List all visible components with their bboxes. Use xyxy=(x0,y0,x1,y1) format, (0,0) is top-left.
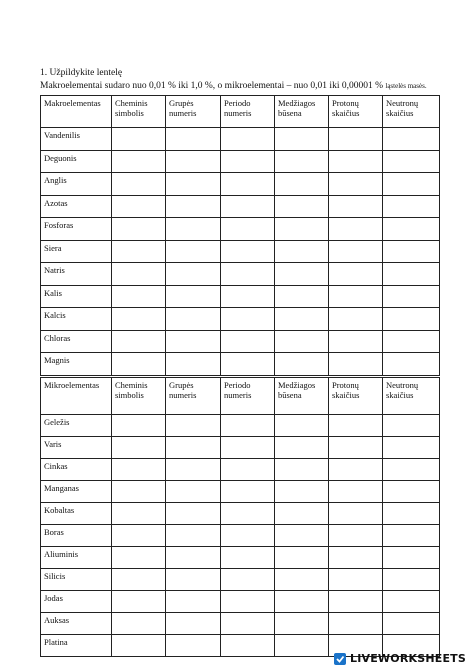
element-name: Aliuminis xyxy=(41,547,112,569)
answer-cell[interactable] xyxy=(221,240,275,263)
brand-name: LIVEWORKSHEETS xyxy=(350,652,466,665)
answer-cell[interactable] xyxy=(166,459,221,481)
answer-cell[interactable] xyxy=(329,525,383,547)
answer-cell[interactable] xyxy=(221,569,275,591)
answer-cell[interactable] xyxy=(221,128,275,151)
table-row xyxy=(41,569,440,591)
answer-cell[interactable] xyxy=(166,285,221,308)
answer-cell[interactable] xyxy=(329,437,383,459)
table-row xyxy=(41,613,440,635)
answer-cell[interactable] xyxy=(112,459,166,481)
table-row xyxy=(41,330,440,353)
answer-cell[interactable] xyxy=(383,308,440,331)
answer-cell[interactable] xyxy=(112,437,166,459)
answer-cell[interactable] xyxy=(112,525,166,547)
table-row xyxy=(41,503,440,525)
answer-cell[interactable] xyxy=(275,591,329,613)
answer-cell[interactable] xyxy=(112,285,166,308)
answer-cell[interactable] xyxy=(329,415,383,437)
answer-cell[interactable] xyxy=(383,503,440,525)
answer-cell[interactable] xyxy=(275,218,329,241)
answer-cell[interactable] xyxy=(329,503,383,525)
table-row xyxy=(41,150,440,173)
table-row xyxy=(41,547,440,569)
answer-cell[interactable] xyxy=(275,150,329,173)
answer-cell[interactable] xyxy=(383,218,440,241)
table-row xyxy=(41,437,440,459)
answer-cell[interactable] xyxy=(329,308,383,331)
table-row xyxy=(41,285,440,308)
column-header: Grupės numeris xyxy=(166,96,221,128)
header-row xyxy=(41,378,440,415)
answer-cell[interactable] xyxy=(329,128,383,151)
answer-cell[interactable] xyxy=(275,263,329,286)
answer-cell[interactable] xyxy=(112,415,166,437)
answer-cell[interactable] xyxy=(275,353,329,376)
answer-cell[interactable] xyxy=(166,415,221,437)
answer-cell[interactable] xyxy=(221,437,275,459)
answer-cell[interactable] xyxy=(329,263,383,286)
answer-cell[interactable] xyxy=(275,481,329,503)
answer-cell[interactable] xyxy=(275,613,329,635)
element-name: Jodas xyxy=(41,591,112,613)
answer-cell[interactable] xyxy=(329,481,383,503)
answer-cell[interactable] xyxy=(221,353,275,376)
element-name: Siera xyxy=(41,240,112,263)
liveworksheets-logo-icon xyxy=(333,652,347,666)
answer-cell[interactable] xyxy=(166,613,221,635)
answer-cell[interactable] xyxy=(383,150,440,173)
answer-cell[interactable] xyxy=(329,569,383,591)
answer-cell[interactable] xyxy=(221,635,275,657)
liveworksheets-footer[interactable] xyxy=(333,650,466,667)
answer-cell[interactable] xyxy=(383,173,440,196)
element-name: Vandenilis xyxy=(41,128,112,151)
answer-cell[interactable] xyxy=(329,150,383,173)
answer-cell[interactable] xyxy=(275,195,329,218)
table-row xyxy=(41,128,440,151)
answer-cell[interactable] xyxy=(166,263,221,286)
answer-cell[interactable] xyxy=(112,613,166,635)
answer-cell[interactable] xyxy=(383,525,440,547)
answer-cell[interactable] xyxy=(329,240,383,263)
table-row xyxy=(41,459,440,481)
column-header: Medžiagos būsena xyxy=(275,378,329,415)
answer-cell[interactable] xyxy=(221,481,275,503)
element-name: Kalcis xyxy=(41,308,112,331)
element-name: Cinkas xyxy=(41,459,112,481)
answer-cell[interactable] xyxy=(221,613,275,635)
answer-cell[interactable] xyxy=(329,613,383,635)
answer-cell[interactable] xyxy=(275,635,329,657)
answer-cell[interactable] xyxy=(383,459,440,481)
answer-cell[interactable] xyxy=(166,330,221,353)
answer-cell[interactable] xyxy=(275,128,329,151)
answer-cell[interactable] xyxy=(112,547,166,569)
answer-cell[interactable] xyxy=(275,459,329,481)
answer-cell[interactable] xyxy=(275,330,329,353)
answer-cell[interactable] xyxy=(329,547,383,569)
column-header: Periodo numeris xyxy=(221,378,275,415)
answer-cell[interactable] xyxy=(221,459,275,481)
answer-cell[interactable] xyxy=(112,195,166,218)
answer-cell[interactable] xyxy=(221,263,275,286)
answer-cell[interactable] xyxy=(221,415,275,437)
element-name: Fosforas xyxy=(41,218,112,241)
table-row xyxy=(41,308,440,331)
element-name: Silicis xyxy=(41,569,112,591)
element-name: Boras xyxy=(41,525,112,547)
answer-cell[interactable] xyxy=(329,173,383,196)
answer-cell[interactable] xyxy=(275,503,329,525)
answer-cell[interactable] xyxy=(112,481,166,503)
answer-cell[interactable] xyxy=(112,173,166,196)
macroelements-table xyxy=(40,95,440,376)
answer-cell[interactable] xyxy=(383,415,440,437)
answer-cell[interactable] xyxy=(221,218,275,241)
answer-cell[interactable] xyxy=(112,218,166,241)
answer-cell[interactable] xyxy=(275,173,329,196)
element-name: Natris xyxy=(41,263,112,286)
answer-cell[interactable] xyxy=(166,591,221,613)
answer-cell[interactable] xyxy=(221,150,275,173)
column-header: Makroelementas xyxy=(41,96,112,128)
answer-cell[interactable] xyxy=(112,591,166,613)
answer-cell[interactable] xyxy=(383,285,440,308)
column-header: Grupės numeris xyxy=(166,378,221,415)
answer-cell[interactable] xyxy=(166,150,221,173)
column-header: Neutronų skaičius xyxy=(383,378,440,415)
answer-cell[interactable] xyxy=(383,240,440,263)
table-row xyxy=(41,195,440,218)
answer-cell[interactable] xyxy=(166,635,221,657)
answer-cell[interactable] xyxy=(275,285,329,308)
answer-cell[interactable] xyxy=(166,173,221,196)
answer-cell[interactable] xyxy=(383,128,440,151)
task-description-note: ląstelės masės. xyxy=(385,82,427,90)
answer-cell[interactable] xyxy=(383,263,440,286)
answer-cell[interactable] xyxy=(383,481,440,503)
table-row xyxy=(41,240,440,263)
answer-cell[interactable] xyxy=(166,503,221,525)
table-row xyxy=(41,591,440,613)
element-name: Auksas xyxy=(41,613,112,635)
answer-cell[interactable] xyxy=(221,308,275,331)
answer-cell[interactable] xyxy=(275,569,329,591)
answer-cell[interactable] xyxy=(275,240,329,263)
answer-cell[interactable] xyxy=(221,330,275,353)
task-title: 1. Užpildykite lentelę xyxy=(40,68,123,78)
element-name: Anglis xyxy=(41,173,112,196)
answer-cell[interactable] xyxy=(166,547,221,569)
column-header: Protonų skaičius xyxy=(329,378,383,415)
answer-cell[interactable] xyxy=(329,330,383,353)
answer-cell[interactable] xyxy=(221,173,275,196)
answer-cell[interactable] xyxy=(112,635,166,657)
answer-cell[interactable] xyxy=(166,525,221,547)
answer-cell[interactable] xyxy=(166,569,221,591)
answer-cell[interactable] xyxy=(383,330,440,353)
answer-cell[interactable] xyxy=(329,218,383,241)
answer-cell[interactable] xyxy=(112,128,166,151)
column-header: Periodo numeris xyxy=(221,96,275,128)
element-name: Magnis xyxy=(41,353,112,376)
answer-cell[interactable] xyxy=(166,353,221,376)
answer-cell[interactable] xyxy=(221,503,275,525)
answer-cell[interactable] xyxy=(329,591,383,613)
element-name: Varis xyxy=(41,437,112,459)
answer-cell[interactable] xyxy=(112,150,166,173)
answer-cell[interactable] xyxy=(112,308,166,331)
element-name: Manganas xyxy=(41,481,112,503)
header-row xyxy=(41,96,440,128)
answer-cell[interactable] xyxy=(221,547,275,569)
answer-cell[interactable] xyxy=(383,591,440,613)
element-name: Kalis xyxy=(41,285,112,308)
answer-cell[interactable] xyxy=(112,569,166,591)
answer-cell[interactable] xyxy=(112,263,166,286)
answer-cell[interactable] xyxy=(112,240,166,263)
answer-cell[interactable] xyxy=(166,437,221,459)
answer-cell[interactable] xyxy=(166,481,221,503)
answer-cell[interactable] xyxy=(166,218,221,241)
element-name: Geležis xyxy=(41,415,112,437)
column-header: Cheminis simbolis xyxy=(112,378,166,415)
table-row xyxy=(41,525,440,547)
column-header: Cheminis simbolis xyxy=(112,96,166,128)
element-name: Deguonis xyxy=(41,150,112,173)
answer-cell[interactable] xyxy=(275,308,329,331)
answer-cell[interactable] xyxy=(166,240,221,263)
answer-cell[interactable] xyxy=(166,195,221,218)
table-row xyxy=(41,173,440,196)
answer-cell[interactable] xyxy=(166,128,221,151)
answer-cell[interactable] xyxy=(112,353,166,376)
column-header: Protonų skaičius xyxy=(329,96,383,128)
answer-cell[interactable] xyxy=(329,195,383,218)
answer-cell[interactable] xyxy=(221,195,275,218)
element-name: Chloras xyxy=(41,330,112,353)
task-description xyxy=(40,80,427,93)
microelements-table xyxy=(40,377,440,657)
table-row xyxy=(41,263,440,286)
element-name: Platina xyxy=(41,635,112,657)
answer-cell[interactable] xyxy=(383,353,440,376)
table-row xyxy=(41,415,440,437)
answer-cell[interactable] xyxy=(275,437,329,459)
instructions xyxy=(40,67,427,93)
column-header: Neutronų skaičius xyxy=(383,96,440,128)
task-description-main: Makroelementai sudaro nuo 0,01 % iki 1,0 %, o mikroelementai – nuo 0,01 iki 0,00001 % xyxy=(40,81,383,91)
answer-cell[interactable] xyxy=(329,285,383,308)
answer-cell[interactable] xyxy=(275,525,329,547)
answer-cell[interactable] xyxy=(383,547,440,569)
answer-cell[interactable] xyxy=(112,330,166,353)
answer-cell[interactable] xyxy=(112,503,166,525)
answer-cell[interactable] xyxy=(221,591,275,613)
column-header: Mikroelementas xyxy=(41,378,112,415)
answer-cell[interactable] xyxy=(383,613,440,635)
answer-cell[interactable] xyxy=(221,285,275,308)
element-name: Kobaltas xyxy=(41,503,112,525)
answer-cell[interactable] xyxy=(383,569,440,591)
answer-cell[interactable] xyxy=(383,437,440,459)
answer-cell[interactable] xyxy=(221,525,275,547)
answer-cell[interactable] xyxy=(275,547,329,569)
answer-cell[interactable] xyxy=(329,353,383,376)
table-row xyxy=(41,353,440,376)
table-row xyxy=(41,218,440,241)
answer-cell[interactable] xyxy=(166,308,221,331)
column-header: Medžiagos būsena xyxy=(275,96,329,128)
table-row xyxy=(41,481,440,503)
element-name: Azotas xyxy=(41,195,112,218)
answer-cell[interactable] xyxy=(383,195,440,218)
answer-cell[interactable] xyxy=(275,415,329,437)
answer-cell[interactable] xyxy=(329,459,383,481)
